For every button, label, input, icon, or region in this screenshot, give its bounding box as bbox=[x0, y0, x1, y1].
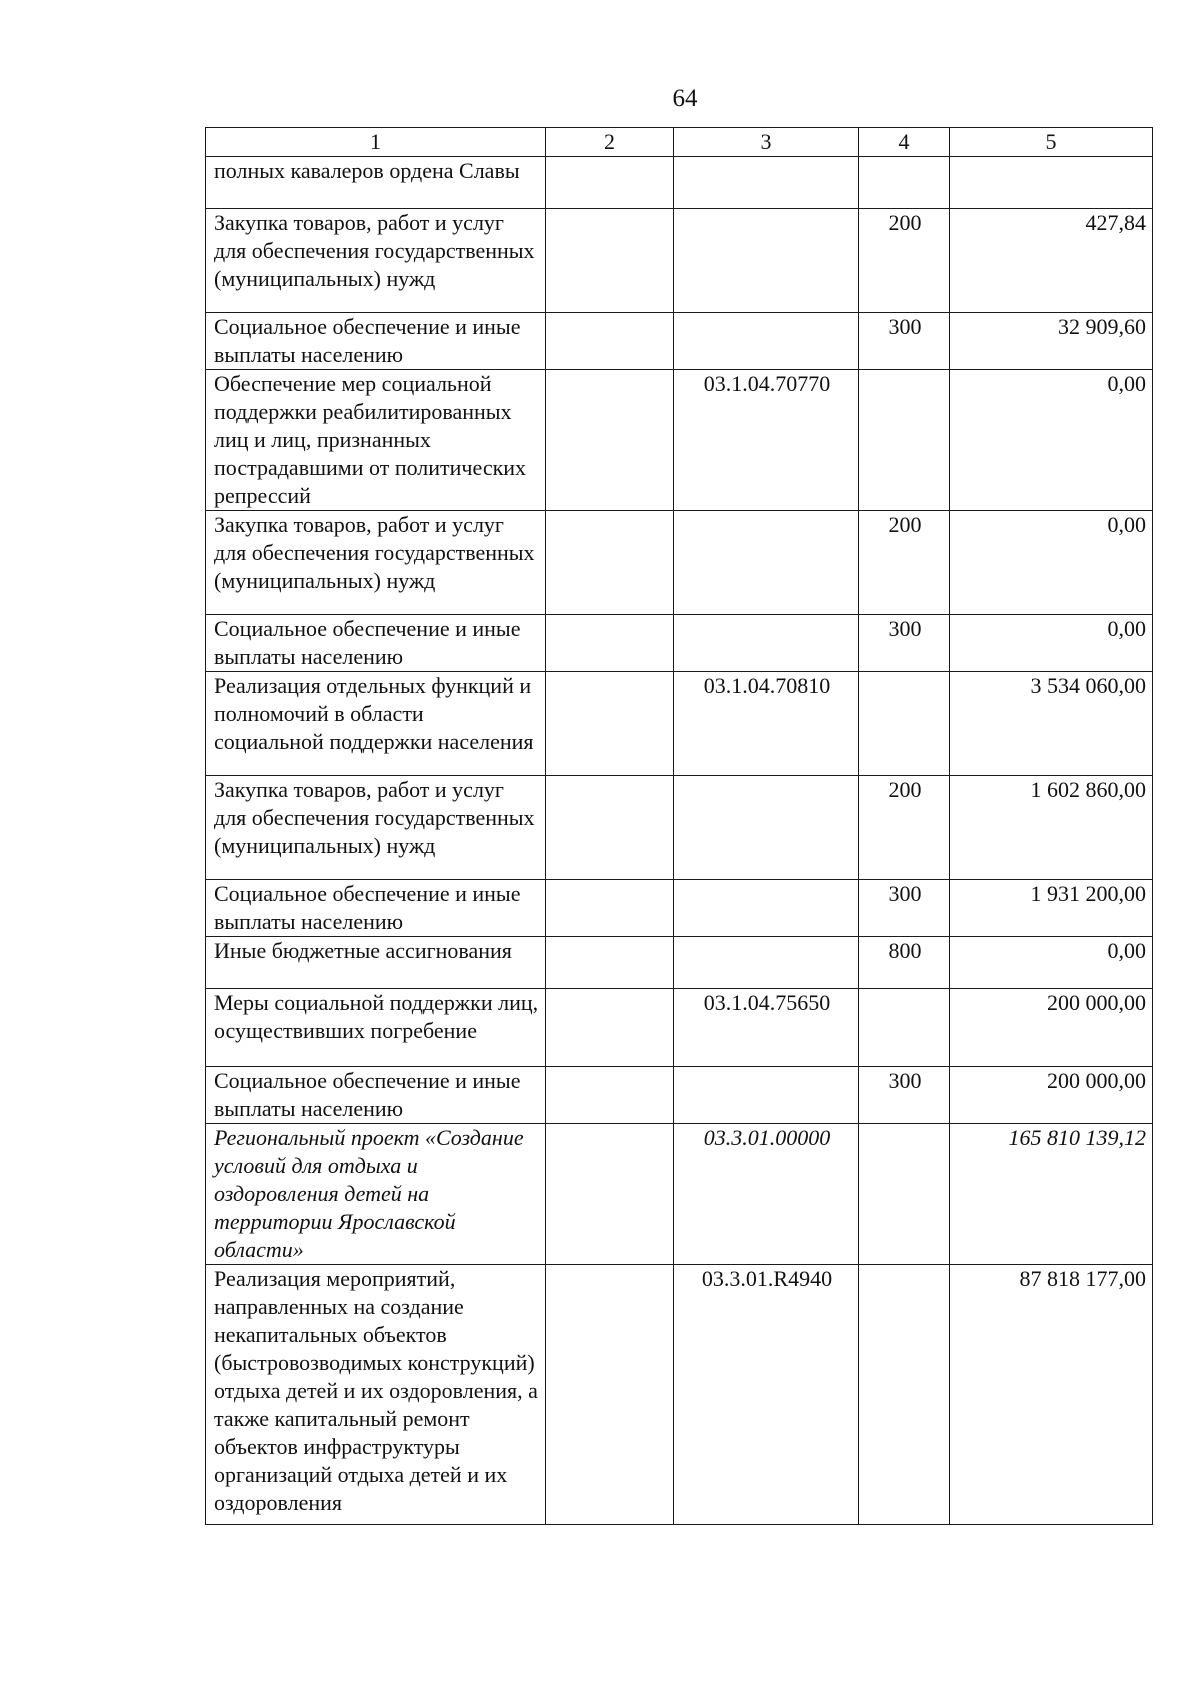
row-name-cell: Закупка товаров, работ и услуг для обеспечения государственных (муниципальных) нужд bbox=[206, 209, 546, 313]
row-code-cell bbox=[674, 157, 859, 209]
row-type-cell bbox=[859, 1265, 950, 1525]
row-amount-cell: 0,00 bbox=[950, 511, 1153, 615]
row-type-cell: 200 bbox=[859, 209, 950, 313]
table-row bbox=[206, 157, 1153, 209]
row-name-cell: Реализация отдельных функций и полномочий в области социальной поддержки населения bbox=[206, 672, 546, 776]
table-row bbox=[206, 1124, 1153, 1265]
row-name-cell: полных кавалеров ордена Славы bbox=[206, 157, 546, 209]
column-header-3: 3 bbox=[674, 128, 859, 157]
table-row bbox=[206, 880, 1153, 937]
row-amount-cell: 32 909,60 bbox=[950, 313, 1153, 370]
row-column-2-cell bbox=[546, 511, 674, 615]
row-name-cell: Иные бюджетные ассигнования bbox=[206, 937, 546, 989]
row-column-2-cell bbox=[546, 157, 674, 209]
row-amount-cell bbox=[950, 157, 1153, 209]
row-code-cell: 03.3.01.00000 bbox=[674, 1124, 859, 1265]
table-row bbox=[206, 511, 1153, 615]
row-name-cell: Региональный проект «Создание условий для отдыха и оздоровления детей на территории Ярославской области» bbox=[206, 1124, 546, 1265]
budget-table bbox=[205, 127, 1153, 1525]
row-amount-cell: 427,84 bbox=[950, 209, 1153, 313]
table-row bbox=[206, 615, 1153, 672]
row-code-cell: 03.1.04.75650 bbox=[674, 989, 859, 1067]
row-amount-cell: 1 931 200,00 bbox=[950, 880, 1153, 937]
row-column-2-cell bbox=[546, 937, 674, 989]
row-column-2-cell bbox=[546, 209, 674, 313]
row-code-cell bbox=[674, 615, 859, 672]
row-type-cell bbox=[859, 989, 950, 1067]
row-column-2-cell bbox=[546, 880, 674, 937]
row-code-cell bbox=[674, 937, 859, 989]
row-amount-cell: 87 818 177,00 bbox=[950, 1265, 1153, 1525]
row-amount-cell: 200 000,00 bbox=[950, 1067, 1153, 1124]
row-name-cell: Меры социальной поддержки лиц, осуществивших погребение bbox=[206, 989, 546, 1067]
row-type-cell bbox=[859, 672, 950, 776]
row-type-cell: 300 bbox=[859, 313, 950, 370]
row-code-cell bbox=[674, 1067, 859, 1124]
table-row bbox=[206, 1067, 1153, 1124]
table-header-row bbox=[206, 128, 1153, 157]
row-column-2-cell bbox=[546, 776, 674, 880]
row-name-cell: Реализация мероприятий, направленных на создание некапитальных объектов (быстровозводимых конструкций) отдыха детей и их оздоровления, а также капитальный ремонт объектов инфраструктуры организаций отдыха детей и их оздоровления bbox=[206, 1265, 546, 1525]
row-column-2-cell bbox=[546, 989, 674, 1067]
row-code-cell: 03.3.01.R4940 bbox=[674, 1265, 859, 1525]
row-name-cell: Социальное обеспечение и иные выплаты населению bbox=[206, 615, 546, 672]
table-row bbox=[206, 313, 1153, 370]
table-row bbox=[206, 209, 1153, 313]
row-column-2-cell bbox=[546, 370, 674, 511]
row-amount-cell: 200 000,00 bbox=[950, 989, 1153, 1067]
row-type-cell: 200 bbox=[859, 511, 950, 615]
row-type-cell bbox=[859, 157, 950, 209]
column-header-1: 1 bbox=[206, 128, 546, 157]
row-type-cell: 300 bbox=[859, 880, 950, 937]
row-code-cell: 03.1.04.70810 bbox=[674, 672, 859, 776]
column-header-4: 4 bbox=[859, 128, 950, 157]
row-name-cell: Социальное обеспечение и иные выплаты населению bbox=[206, 1067, 546, 1124]
row-name-cell: Социальное обеспечение и иные выплаты населению bbox=[206, 313, 546, 370]
row-code-cell bbox=[674, 880, 859, 937]
row-column-2-cell bbox=[546, 1265, 674, 1525]
row-type-cell: 800 bbox=[859, 937, 950, 989]
row-type-cell bbox=[859, 1124, 950, 1265]
row-name-cell: Социальное обеспечение и иные выплаты населению bbox=[206, 880, 546, 937]
table-row bbox=[206, 1265, 1153, 1525]
row-amount-cell: 1 602 860,00 bbox=[950, 776, 1153, 880]
table-row bbox=[206, 937, 1153, 989]
table-row bbox=[206, 370, 1153, 511]
row-code-cell bbox=[674, 776, 859, 880]
row-type-cell bbox=[859, 370, 950, 511]
page-number: 64 bbox=[672, 85, 698, 112]
row-type-cell: 200 bbox=[859, 776, 950, 880]
row-code-cell bbox=[674, 209, 859, 313]
row-column-2-cell bbox=[546, 1067, 674, 1124]
row-amount-cell: 0,00 bbox=[950, 370, 1153, 511]
row-column-2-cell bbox=[546, 1124, 674, 1265]
row-name-cell: Закупка товаров, работ и услуг для обеспечения государственных (муниципальных) нужд bbox=[206, 776, 546, 880]
table-row bbox=[206, 989, 1153, 1067]
row-code-cell bbox=[674, 313, 859, 370]
row-code-cell bbox=[674, 511, 859, 615]
row-column-2-cell bbox=[546, 615, 674, 672]
row-amount-cell: 165 810 139,12 bbox=[950, 1124, 1153, 1265]
table-body bbox=[206, 157, 1153, 1525]
column-header-5: 5 bbox=[950, 128, 1153, 157]
row-amount-cell: 0,00 bbox=[950, 615, 1153, 672]
row-type-cell: 300 bbox=[859, 615, 950, 672]
row-amount-cell: 0,00 bbox=[950, 937, 1153, 989]
row-column-2-cell bbox=[546, 672, 674, 776]
row-amount-cell: 3 534 060,00 bbox=[950, 672, 1153, 776]
column-header-2: 2 bbox=[546, 128, 674, 157]
table-row bbox=[206, 672, 1153, 776]
table-row bbox=[206, 776, 1153, 880]
row-code-cell: 03.1.04.70770 bbox=[674, 370, 859, 511]
row-name-cell: Закупка товаров, работ и услуг для обеспечения государственных (муниципальных) нужд bbox=[206, 511, 546, 615]
row-type-cell: 300 bbox=[859, 1067, 950, 1124]
row-column-2-cell bbox=[546, 313, 674, 370]
row-name-cell: Обеспечение мер социальной поддержки реабилитированных лиц и лиц, признанных пострадавшими от политических репрессий bbox=[206, 370, 546, 511]
